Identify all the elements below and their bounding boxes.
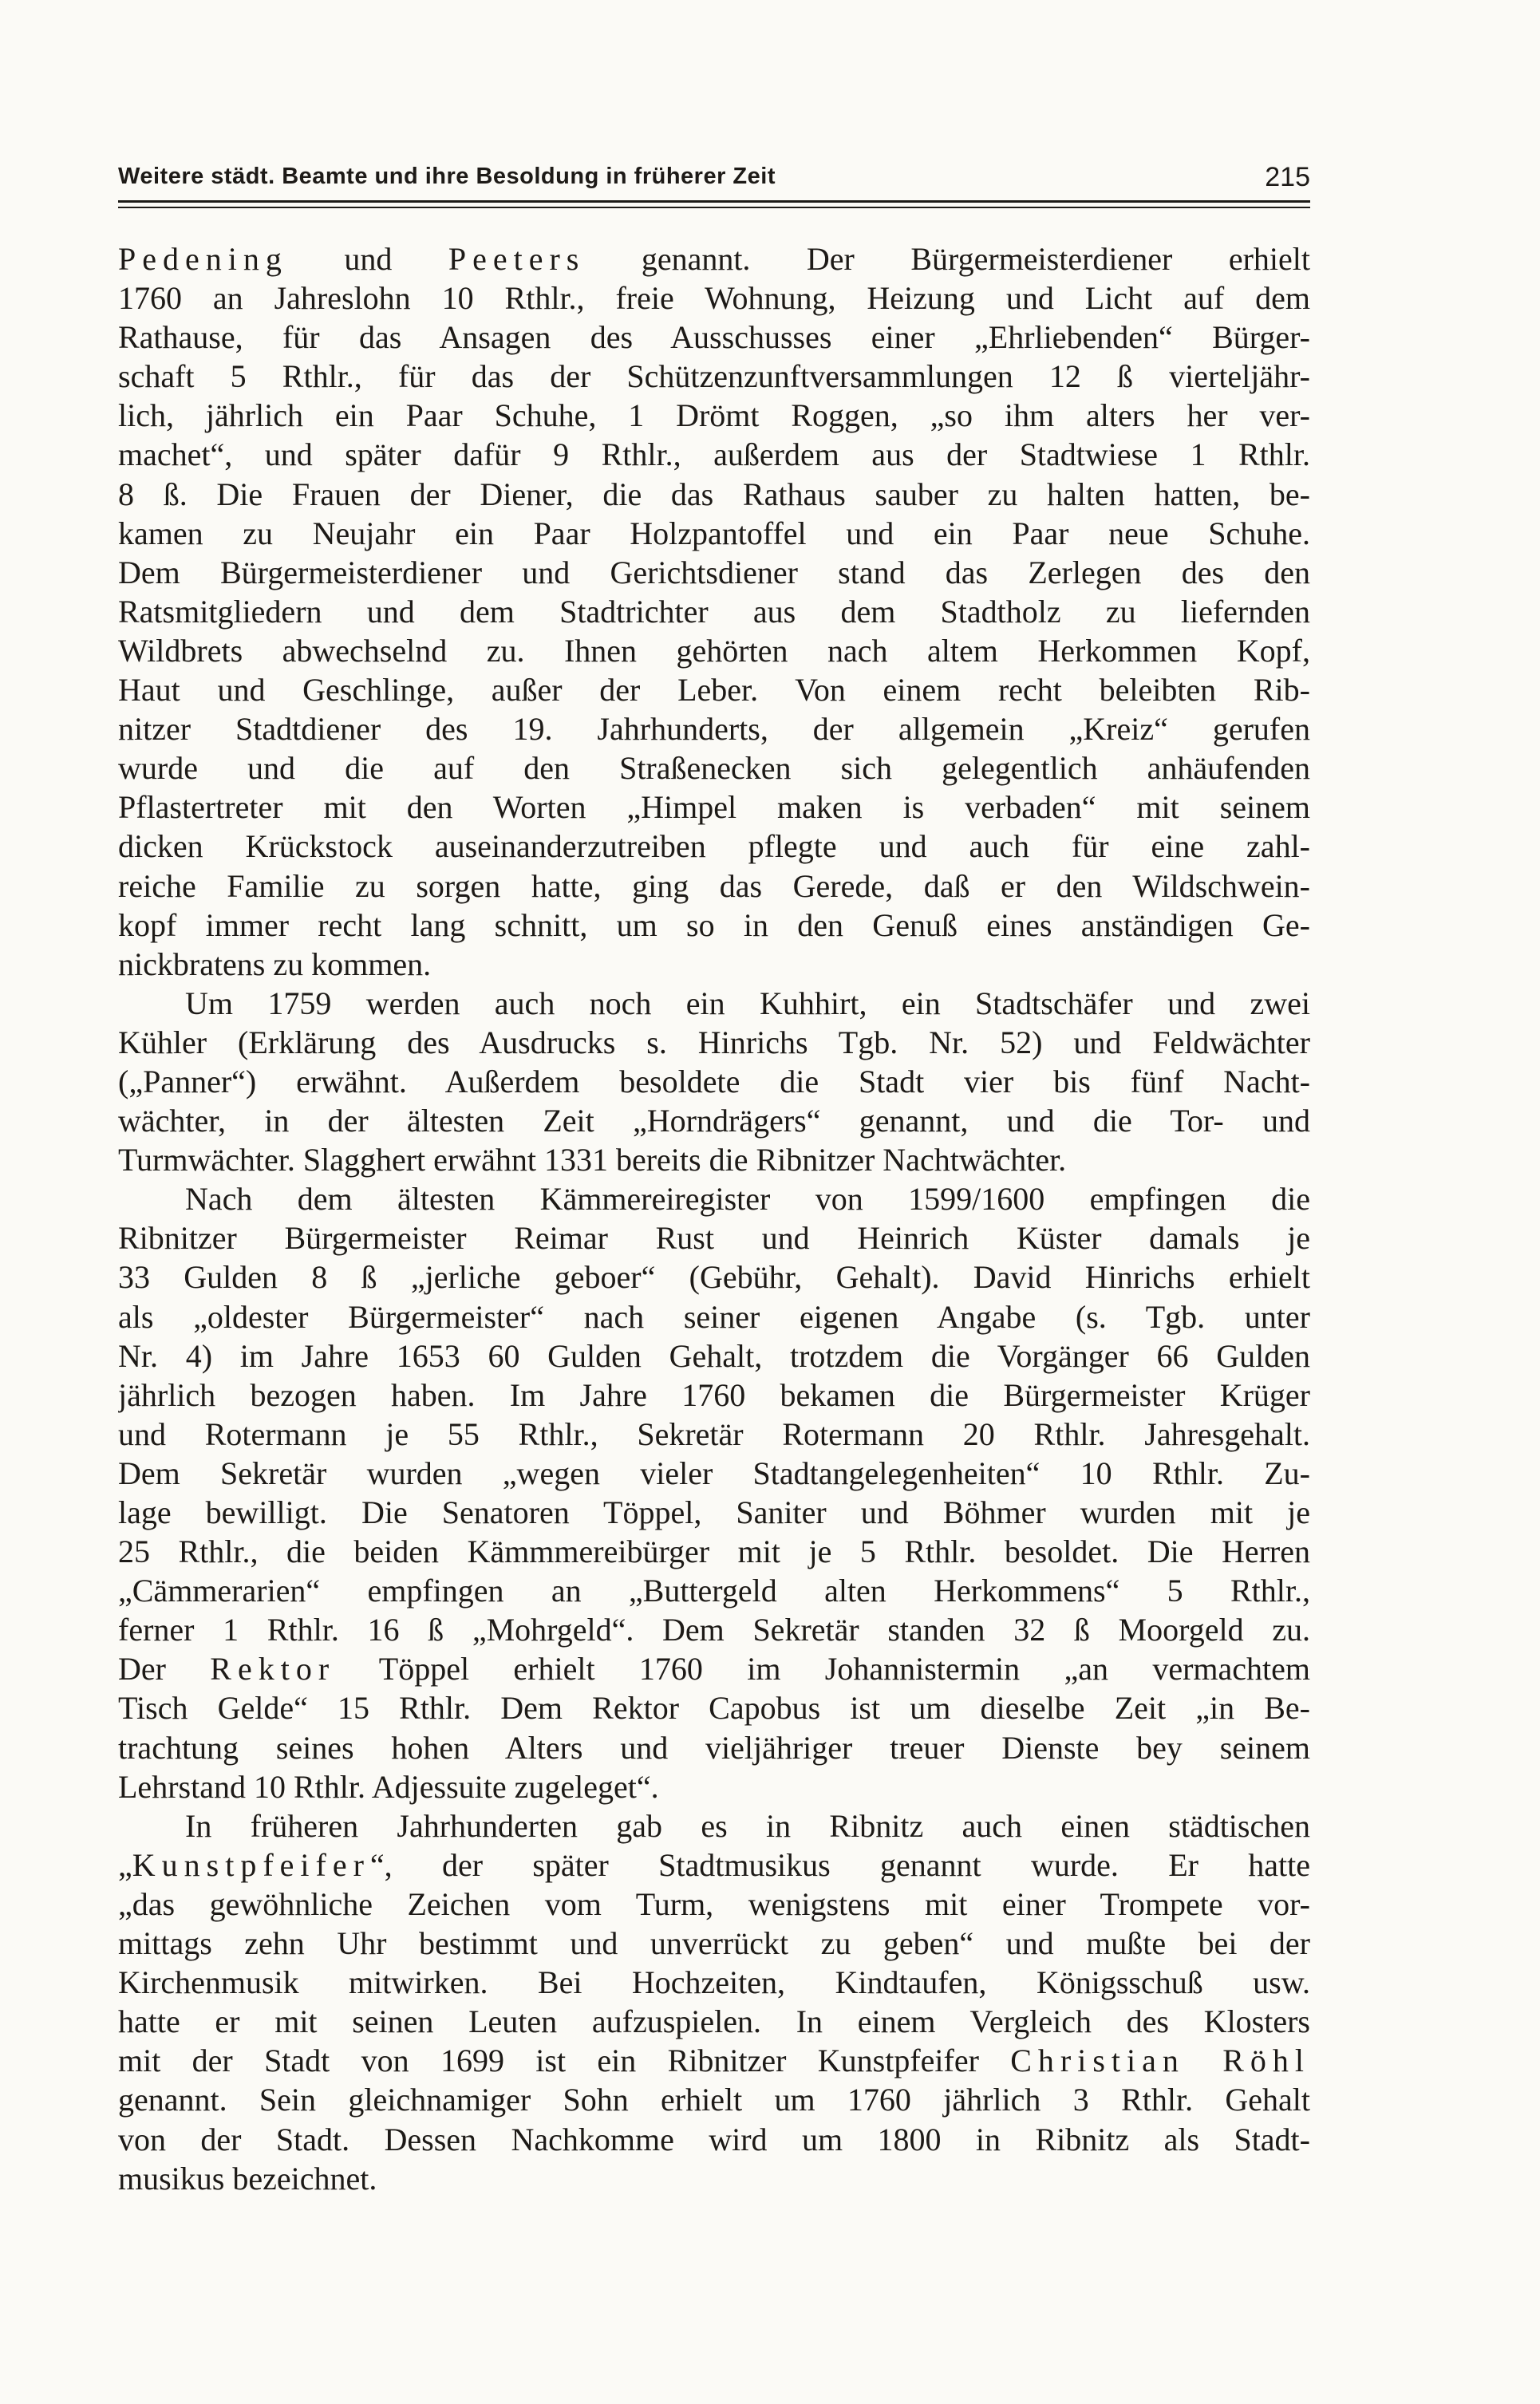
page-number: 215: [1265, 162, 1310, 192]
spaced-name: Peeters: [448, 241, 586, 277]
text-run: mit der Stadt von 1699 ist ein Ribnitzer Kunstpfeifer: [118, 2043, 1011, 2079]
text-run: Töppel erhielt 1760 im Johannistermin „an vermachtem: [335, 1651, 1310, 1688]
paragraph: [118, 239, 1310, 984]
text-line: kamen zu Neujahr ein Paar Holzpantoffel und ein Paar neue Schuhe.: [118, 515, 1310, 551]
text-line: Kühler (Erklärung des Ausdrucks s. Hinrichs Tgb. Nr. 52) und Feldwächter: [118, 1024, 1310, 1060]
header-rule-thin: [118, 207, 1310, 208]
text-line: Tisch Gelde“ 15 Rthlr. Dem Rektor Capobus ist um dieselbe Zeit „in Be-: [118, 1690, 1310, 1727]
spaced-name: Pedening: [118, 241, 288, 277]
text-line: In früheren Jahrhunderten gab es in Ribnitz auch einen städtischen: [185, 1807, 1310, 1844]
text-run: „: [118, 1846, 132, 1883]
text-line: mittags zehn Uhr bestimmt und unverrückt zu geben“ und mußte bei der: [118, 1925, 1310, 1962]
text-line: musikus bezeichnet.: [118, 2160, 377, 2197]
text-run: genannt. Der Bürgermeisterdiener erhielt: [585, 241, 1310, 277]
text-line: Ribnitzer Bürgermeister Reimar Rust und Heinrich Küster damals je: [118, 1220, 1310, 1257]
text-line: [118, 1649, 1310, 1688]
text-line: dicken Krückstock auseinanderzutreiben pflegte und auch für eine zahl-: [118, 828, 1310, 865]
text-line: lich, jährlich ein Paar Schuhe, 1 Drömt Roggen, „so ihm alters her ver-: [118, 397, 1310, 434]
text-line: [118, 1845, 1310, 1885]
text-line: Dem Bürgermeisterdiener und Gerichtsdiener stand das Zerlegen des den: [118, 554, 1310, 590]
text-line: als „oldester Bürgermeister“ nach seiner eigenen Angabe (s. Tgb. unter: [118, 1298, 1310, 1335]
text-line: wurde und die auf den Straßenecken sich gelegentlich anhäufenden: [118, 750, 1310, 787]
text-line: jährlich bezogen haben. Im Jahre 1760 bekamen die Bürgermeister Krüger: [118, 1376, 1310, 1413]
text-line: hatte er mit seinen Leuten aufzuspielen. In einem Vergleich des Klosters: [118, 2003, 1310, 2040]
text-line: Wildbrets abwechselnd zu. Ihnen gehörten nach altem Herkommen Kopf,: [118, 632, 1310, 669]
text-line: genannt. Sein gleichnamiger Sohn erhielt um 1760 jährlich 3 Rthlr. Gehalt: [118, 2082, 1310, 2118]
text-line: lage bewilligt. Die Senatoren Töppel, Saniter und Böhmer wurden mit je: [118, 1494, 1310, 1530]
text-line: 33 Gulden 8 ß „jerliche geboer“ (Gebühr, Gehalt). David Hinrichs erhielt: [118, 1259, 1310, 1296]
text-line: Rathause, für das Ansagen des Ausschusses einer „Ehrliebenden“ Bürger-: [118, 319, 1310, 356]
text-run: und: [287, 241, 448, 277]
paragraph: [118, 984, 1310, 1179]
text-line: Ratsmitgliedern und dem Stadtrichter aus dem Stadtholz zu liefernden: [118, 593, 1310, 630]
text-line: Kirchenmusik mitwirken. Bei Hochzeiten, Kindtaufen, Königsschuß usw.: [118, 1964, 1310, 2001]
spaced-name: Christian Röhl: [1010, 2043, 1310, 2079]
text-line: Um 1759 werden auch noch ein Kuhhirt, ein Stadtschäfer und zwei: [185, 985, 1310, 1021]
text-line: trachtung seines hohen Alters und vieljähriger treuer Dienste bey seinem: [118, 1729, 1310, 1766]
text-line: [118, 239, 1310, 278]
text-line: 1760 an Jahreslohn 10 Rthlr., freie Wohnung, Heizung und Licht auf dem: [118, 280, 1310, 317]
spaced-name: Rektor: [210, 1651, 336, 1688]
text-line: Haut und Geschlinge, außer der Leber. Von einem recht beleibten Rib-: [118, 672, 1310, 709]
text-line: Dem Sekretär wurden „wegen vieler Stadtangelegenheiten“ 10 Rthlr. Zu-: [118, 1455, 1310, 1491]
text-line: („Panner“) erwähnt. Außerdem besoldete die Stadt vier bis fünf Nacht-: [118, 1063, 1310, 1099]
text-line: [118, 2041, 1310, 2080]
text-line: Pflastertreter mit den Worten „Himpel maken is verbaden“ mit seinem: [118, 789, 1310, 826]
text-line: ferner 1 Rthlr. 16 ß „Mohrgeld“. Dem Sekretär standen 32 ß Moorgeld zu.: [118, 1612, 1310, 1648]
text-line: nitzer Stadtdiener des 19. Jahrhunderts, der allgemein „Kreiz“ gerufen: [118, 711, 1310, 748]
text-line: wächter, in der ältesten Zeit „Horndrägers“ genannt, und die Tor- und: [118, 1103, 1310, 1139]
text-run: “, der später Stadtmusikus genannt wurde. Er hatte: [369, 1846, 1310, 1883]
text-line: „das gewöhnliche Zeichen vom Turm, wenigstens mit einer Trompete vor-: [118, 1885, 1310, 1922]
paragraph: [118, 1179, 1310, 1806]
header-rule-thick: [118, 200, 1310, 203]
text-line: schaft 5 Rthlr., für das der Schützenzunftversammlungen 12 ß vierteljähr-: [118, 358, 1310, 395]
running-title: Weitere städt. Beamte und ihre Besoldung in früherer Zeit: [118, 164, 776, 189]
text-line: Lehrstand 10 Rthlr. Adjessuite zugeleget“.: [118, 1768, 659, 1805]
text-line: kopf immer recht lang schnitt, um so in den Genuß eines anständigen Ge-: [118, 906, 1310, 943]
paragraph: [118, 1806, 1310, 2198]
text-run: Der: [118, 1651, 211, 1688]
text-line: von der Stadt. Dessen Nachkomme wird um 1800 in Ribnitz als Stadt-: [118, 2121, 1310, 2157]
text-line: 25 Rthlr., die beiden Kämmmereibürger mit je 5 Rthlr. besoldet. Die Herren: [118, 1534, 1310, 1570]
text-line: machet“, und später dafür 9 Rthlr., außerdem aus der Stadtwiese 1 Rthlr.: [118, 436, 1310, 473]
spaced-name: Kunstpfeifer: [132, 1846, 370, 1883]
text-line: „Cämmerarien“ empfingen an „Buttergeld alten Herkommens“ 5 Rthlr.,: [118, 1573, 1310, 1609]
body-text: [118, 239, 1310, 2198]
text-line: nickbratens zu kommen.: [118, 945, 432, 982]
running-head: [118, 156, 1310, 196]
text-line: und Rotermann je 55 Rthlr., Sekretär Rotermann 20 Rthlr. Jahresgehalt.: [118, 1415, 1310, 1452]
text-line: Nach dem ältesten Kämmereiregister von 1599/1600 empfingen die: [185, 1181, 1310, 1218]
text-line: Nr. 4) im Jahre 1653 60 Gulden Gehalt, trotzdem die Vorgänger 66 Gulden: [118, 1337, 1310, 1374]
text-line: Turmwächter. Slagghert erwähnt 1331 bereits die Ribnitzer Nachtwächter.: [118, 1142, 1067, 1178]
text-line: reiche Familie zu sorgen hatte, ging das Gerede, daß er den Wildschwein-: [118, 867, 1310, 904]
text-line: 8 ß. Die Frauen der Diener, die das Rathaus sauber zu halten hatten, be-: [118, 476, 1310, 512]
